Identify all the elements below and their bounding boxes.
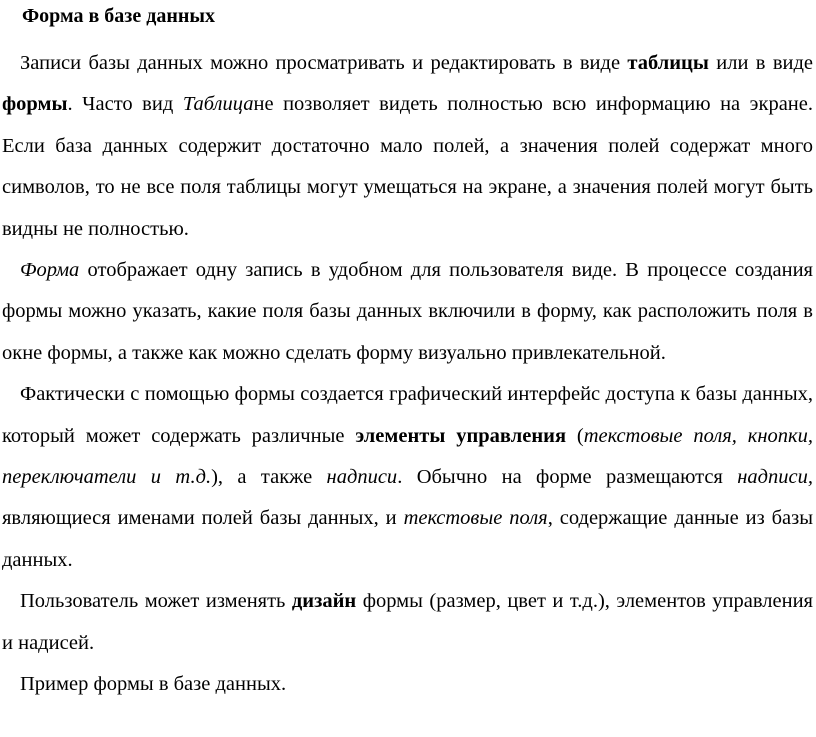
- text-run: ), а также: [211, 466, 327, 489]
- term-design: дизайн: [291, 590, 357, 613]
- text-run: , содержащие данные из базы данных.: [2, 507, 813, 571]
- term-table-view: Таблица: [182, 93, 254, 116]
- text-run: отображает одну запись в удобном для пользователя виде. В процессе создания формы можно указать, какие поля базы данных включили в форму, как расположить поля в окне формы, а также как можно сделать форму визуально привлекательной.: [2, 259, 813, 364]
- term-form: формы: [2, 93, 68, 116]
- term-control-examples: текстовые поля, кнопки, переключатели и т.д.: [2, 424, 814, 489]
- text-run: Записи базы данных можно просматривать и редактировать в виде: [20, 52, 628, 74]
- document-title: Форма в базе данных: [22, 5, 215, 27]
- term-text-fields: текстовые поля: [403, 507, 548, 530]
- text-run: не позволяет видеть полностью всю информацию на экране. Если база данных содержит достаточно мало полей, а значения полей содержат много символов, то не все поля таблицы могут умещаться на экране, а значения полей могут быть видны не полностью.: [2, 93, 813, 240]
- paragraph-design: [2, 581, 813, 664]
- paragraph-form-description: [2, 250, 813, 374]
- paragraph-interface: [2, 374, 813, 581]
- term-table: таблицы: [627, 52, 709, 74]
- text-run: Пользователь может изменять: [20, 590, 292, 613]
- text-run: Пример формы в базе данных.: [20, 673, 287, 696]
- term-form-italic: Форма: [20, 259, 80, 282]
- term-labels: надписи: [326, 466, 398, 489]
- text-run: (: [566, 424, 584, 447]
- text-run: Фактически с помощью формы создается графический интерфейс доступа к базы данных, который может содержать различные: [2, 383, 813, 447]
- text-run: являющиеся именами полей базы данных, и: [2, 507, 404, 530]
- text-run: . Часто вид: [67, 93, 183, 116]
- text-run: или в виде: [708, 52, 813, 74]
- document-body: [2, 43, 813, 706]
- term-controls: элементы управления: [355, 424, 567, 447]
- paragraph-table-vs-form: [2, 43, 813, 250]
- text-run: формы (размер, цвет и т.д.), элементов управления и надисей.: [2, 590, 813, 654]
- text-run: . Обычно на форме размещаются: [397, 466, 738, 489]
- paragraph-example: [2, 664, 813, 705]
- term-labels-2: надписи,: [737, 466, 813, 489]
